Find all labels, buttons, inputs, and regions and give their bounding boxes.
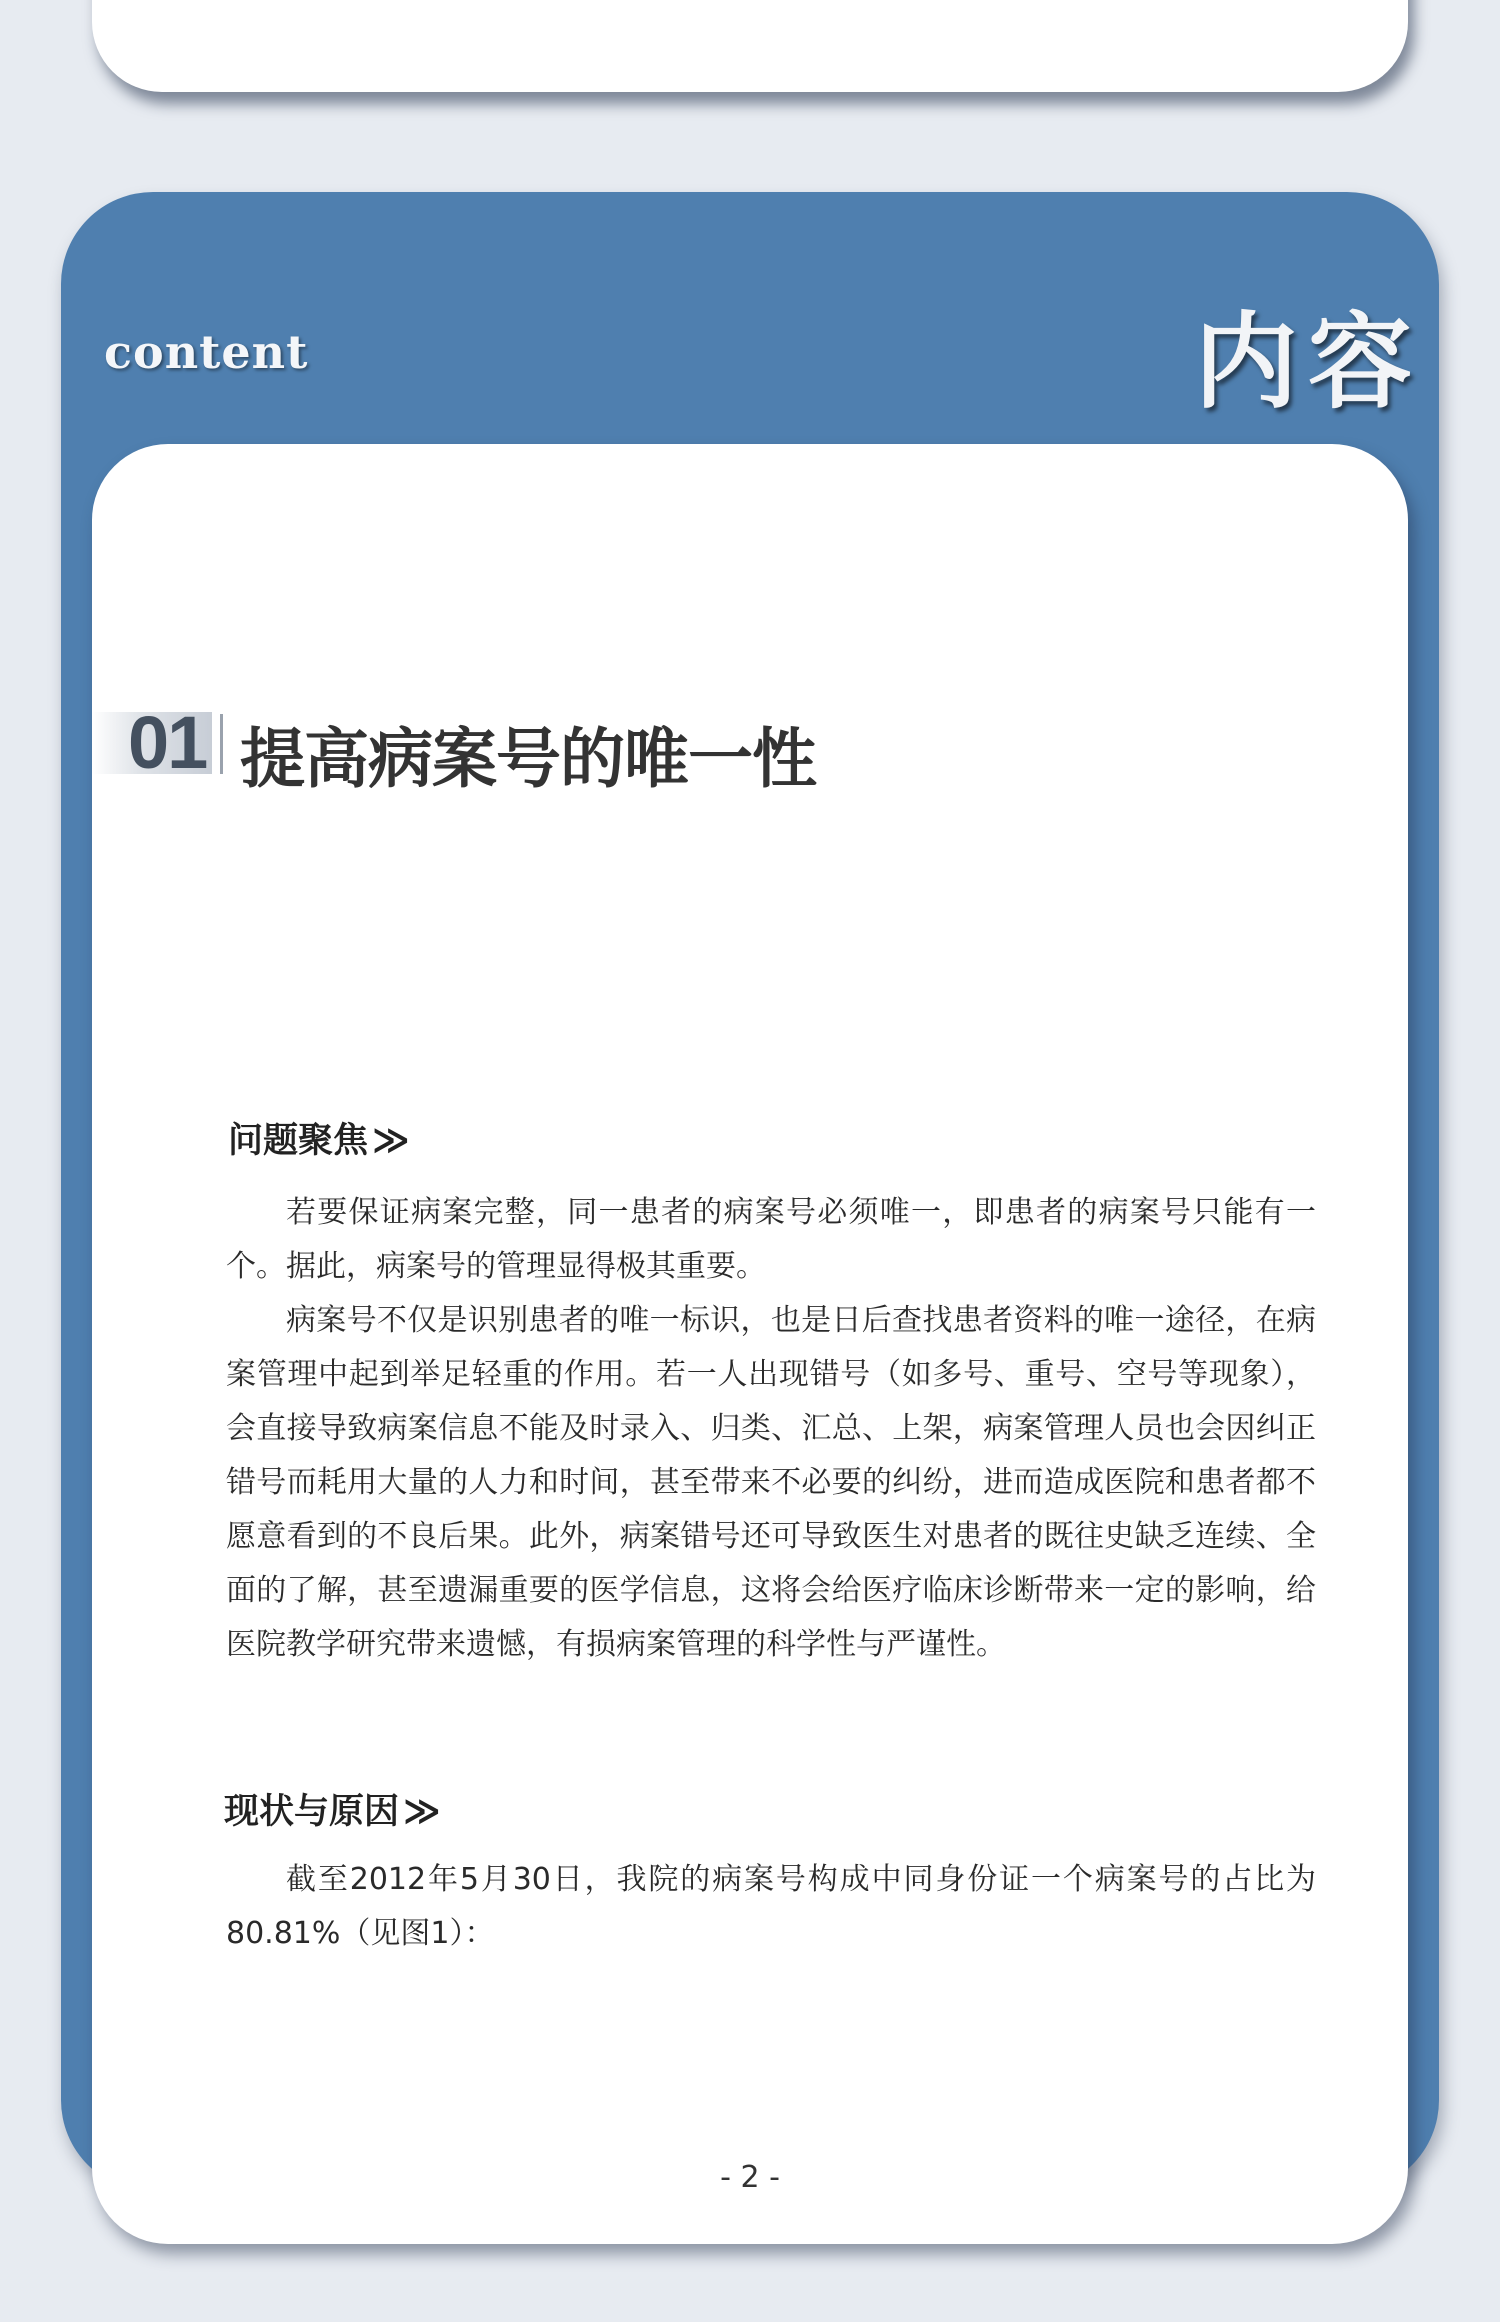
double-chevron-icon: ≫ [372,1120,410,1161]
section-body-focus [226,1186,1316,1672]
section-heading-focus [228,1113,410,1163]
section-heading-text: 问题聚焦 [228,1121,369,1161]
paragraph: 若要保证病案完整，同一患者的病案号必须唯一，即患者的病案号只能有一个。据此，病案号的管理显得极其重要。 [226,1195,1316,1284]
section-body-status [226,1853,1316,1961]
paragraph: 病案号不仅是识别患者的唯一标识，也是日后查找患者资料的唯一途径，在病案管理中起到举足轻重的作用。若一人出现错号（如多号、重号、空号等现象），会直接导致病案信息不能及时录入、归类、汇总、上架，病案管理人员也会因纠正错号而耗用大量的人力和时间，甚至带来不必要的纠纷，进而造成医院和患者都不愿意看到的不良后果。此外，病案错号还可导致医生对患者的既往史缺乏连续、全面的了解，甚至遗漏重要的医学信息，这将会给医疗临床诊断带来一定的影响，给医院教学研究带来遗憾，有损病案管理的科学性与严谨性。 [226,1303,1316,1662]
chapter-title: 提高病案号的唯一性 [240,722,817,797]
section-heading-text: 现状与原因 [224,1792,400,1832]
double-chevron-icon: ≫ [403,1791,441,1832]
chapter-number: 01 [128,701,207,784]
content-label: content [104,325,309,379]
paragraph: 截至2012年5月30日，我院的病案号构成中同身份证一个病案号的占比为80.81%（见图1）： [226,1862,1316,1951]
section-heading-status [224,1784,441,1834]
previous-page-card [92,0,1408,92]
chapter-divider [220,714,223,774]
page-number: - 2 - [720,2160,780,2195]
content-title-cn: 内容 [1194,300,1423,423]
